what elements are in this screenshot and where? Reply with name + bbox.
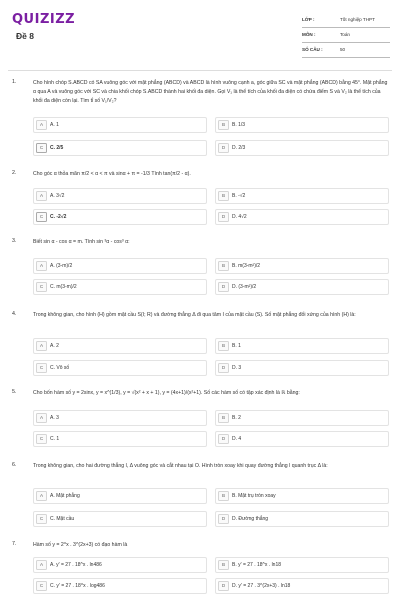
option-text: A. 1 [50, 122, 59, 128]
option-letter: A [36, 413, 47, 423]
option-letter: A [36, 491, 47, 501]
option-letter: D [218, 212, 229, 222]
worksheet-title: Đề 8 [16, 31, 34, 41]
question-number: 6. [12, 462, 17, 468]
option-c[interactable] [33, 578, 207, 594]
option-letter: D [218, 363, 229, 373]
worksheet-header [0, 0, 400, 70]
option-c[interactable] [33, 279, 207, 295]
question-text: Cho góc α thỏa mãn π/2 < α < π và sinα + π = -1/3 Tính tan(π/2 - α). [33, 171, 191, 177]
option-a[interactable] [33, 488, 207, 504]
option-letter: C [36, 282, 47, 292]
option-a[interactable] [33, 410, 207, 426]
option-c[interactable] [33, 209, 207, 225]
option-b[interactable] [215, 410, 389, 426]
question-number: 3. [12, 238, 17, 244]
option-a[interactable] [33, 557, 207, 573]
option-a[interactable] [33, 188, 207, 204]
option-text: C. 1 [50, 436, 60, 442]
option-text: B. 1 [232, 343, 241, 349]
option-b[interactable] [215, 488, 389, 504]
option-letter: C [36, 434, 47, 444]
option-text: C. y' = 27 . 18^x . log486 [50, 583, 105, 589]
option-letter: D [218, 282, 229, 292]
option-text: C. Vô số [50, 365, 70, 371]
option-letter: D [218, 581, 229, 591]
option-letter: A [36, 261, 47, 271]
question-text: Hàm số y = 2^x . 3^(2x+3) có đạo hàm là [33, 542, 128, 548]
question-text: Cho bốn hàm số y = 2sinx, y = x^(1/3), y = √(x² + x + 1), y = (4x+1)/(x²+1). Số các hàm số có tập xác định là ℝ bằng: [33, 390, 300, 396]
option-text: A. y' = 27 . 18^x . ln486 [50, 562, 102, 568]
question-number: 1. [12, 79, 17, 85]
option-text: D. y' = 27 . 3^(2x+3) . ln18 [232, 583, 291, 589]
meta-divider [302, 42, 390, 43]
option-letter: B [218, 491, 229, 501]
class-value: Tốt nghiệp THPT [340, 17, 375, 22]
option-letter: B [218, 120, 229, 130]
option-b[interactable] [215, 117, 389, 133]
option-letter: B [218, 413, 229, 423]
option-letter: D [218, 143, 229, 153]
option-text: A. 3√2 [50, 193, 65, 199]
option-letter: C [36, 514, 47, 524]
question-count-value: 50 [340, 47, 346, 52]
option-text: D. (3-m²)/2 [232, 284, 257, 290]
option-c[interactable] [33, 360, 207, 376]
option-b[interactable] [215, 557, 389, 573]
option-d[interactable] [215, 578, 389, 594]
option-text: B. -√2 [232, 193, 246, 199]
option-text: D. Đường thẳng [232, 516, 269, 522]
option-text: C. m(3-m)/2 [50, 284, 77, 290]
option-text: B. y' = 27 . 18^x . ln18 [232, 562, 282, 568]
option-letter: D [218, 434, 229, 444]
option-d[interactable] [215, 360, 389, 376]
option-c[interactable] [33, 431, 207, 447]
option-c[interactable] [33, 511, 207, 527]
question-number: 2. [12, 170, 17, 176]
option-a[interactable] [33, 338, 207, 354]
option-b[interactable] [215, 258, 389, 274]
option-text: C. -2√2 [50, 214, 67, 220]
option-letter: C [36, 363, 47, 373]
option-text: C. Mặt cầu [50, 516, 75, 522]
subject-label: MÔN : [302, 32, 316, 37]
option-letter: B [218, 261, 229, 271]
question-number: 7. [12, 541, 17, 547]
option-letter: D [218, 514, 229, 524]
option-letter: C [36, 143, 47, 153]
option-d[interactable] [215, 511, 389, 527]
question-text: Trong không gian, cho hình (H) gồm mặt cầu S(I; R) và đường thẳng Δ đi qua tâm I của mặt cầu (S). Số mặt phẳng đối xứng của hình (H) là: [33, 312, 356, 318]
option-a[interactable] [33, 117, 207, 133]
option-letter: C [36, 581, 47, 591]
option-c[interactable] [33, 140, 207, 156]
option-letter: B [218, 560, 229, 570]
subject-value: Toán [340, 32, 350, 37]
class-label: LỚP : [302, 17, 315, 22]
option-text: D. 2/3 [232, 145, 246, 151]
option-text: C. 2/5 [50, 145, 64, 151]
option-text: B. m(3-m²)/2 [232, 263, 261, 269]
option-d[interactable] [215, 140, 389, 156]
option-text: A. 2 [50, 343, 59, 349]
option-a[interactable] [33, 258, 207, 274]
option-text: A. Mặt phẳng [50, 493, 80, 499]
option-letter: A [36, 191, 47, 201]
option-b[interactable] [215, 188, 389, 204]
option-text: D. 3 [232, 365, 242, 371]
option-text: B. 1/3 [232, 122, 246, 128]
option-text: D. 4 [232, 436, 242, 442]
option-d[interactable] [215, 209, 389, 225]
question-count-label: SỐ CÂU : [302, 47, 323, 52]
option-letter: C [36, 212, 47, 222]
option-d[interactable] [215, 431, 389, 447]
question-text: Biết sin α - cos α = m. Tính sin ³α - cos³ α: [33, 239, 130, 245]
option-text: A. (3-m)/2 [50, 263, 73, 269]
question-number: 4. [12, 311, 17, 317]
option-text: A. 3 [50, 415, 59, 421]
option-d[interactable] [215, 279, 389, 295]
option-text: B. Mặt trụ tròn xoay [232, 493, 276, 499]
option-letter: B [218, 191, 229, 201]
option-letter: A [36, 560, 47, 570]
option-letter: A [36, 341, 47, 351]
question-number: 5. [12, 389, 17, 395]
question-text: Trong không gian, cho hai đường thẳng l, Δ vuông góc và cắt nhau tại O. Hình tròn xoay khi quay đường thẳng l quanh trục Δ là: [33, 463, 328, 469]
option-text: D. 4√2 [232, 214, 247, 220]
header-divider [8, 70, 392, 71]
option-letter: A [36, 120, 47, 130]
quizizz-logo: QUIZIZZ [12, 12, 76, 27]
option-text: B. 2 [232, 415, 241, 421]
meta-divider [302, 57, 390, 58]
option-letter: B [218, 341, 229, 351]
meta-divider [302, 27, 390, 28]
option-b[interactable] [215, 338, 389, 354]
question-text: Cho hình chóp S.ABCD có SA vuông góc với mặt phẳng (ABCD) và ABCD là hình vuông cạnh a, góc giữa SC và mặt phẳng (ABCD) bằng 45°. Mặt phẳng α qua A và vuông góc với SC và chia khối chóp S.ABCD thành hai khối đa diện. Gọi V₁ là thể tích của khối đa diện có chứa điểm S và V₂ là thể tích của khối đa diện còn lại. Tìm tỉ số V₁/V₂? [33, 80, 388, 104]
